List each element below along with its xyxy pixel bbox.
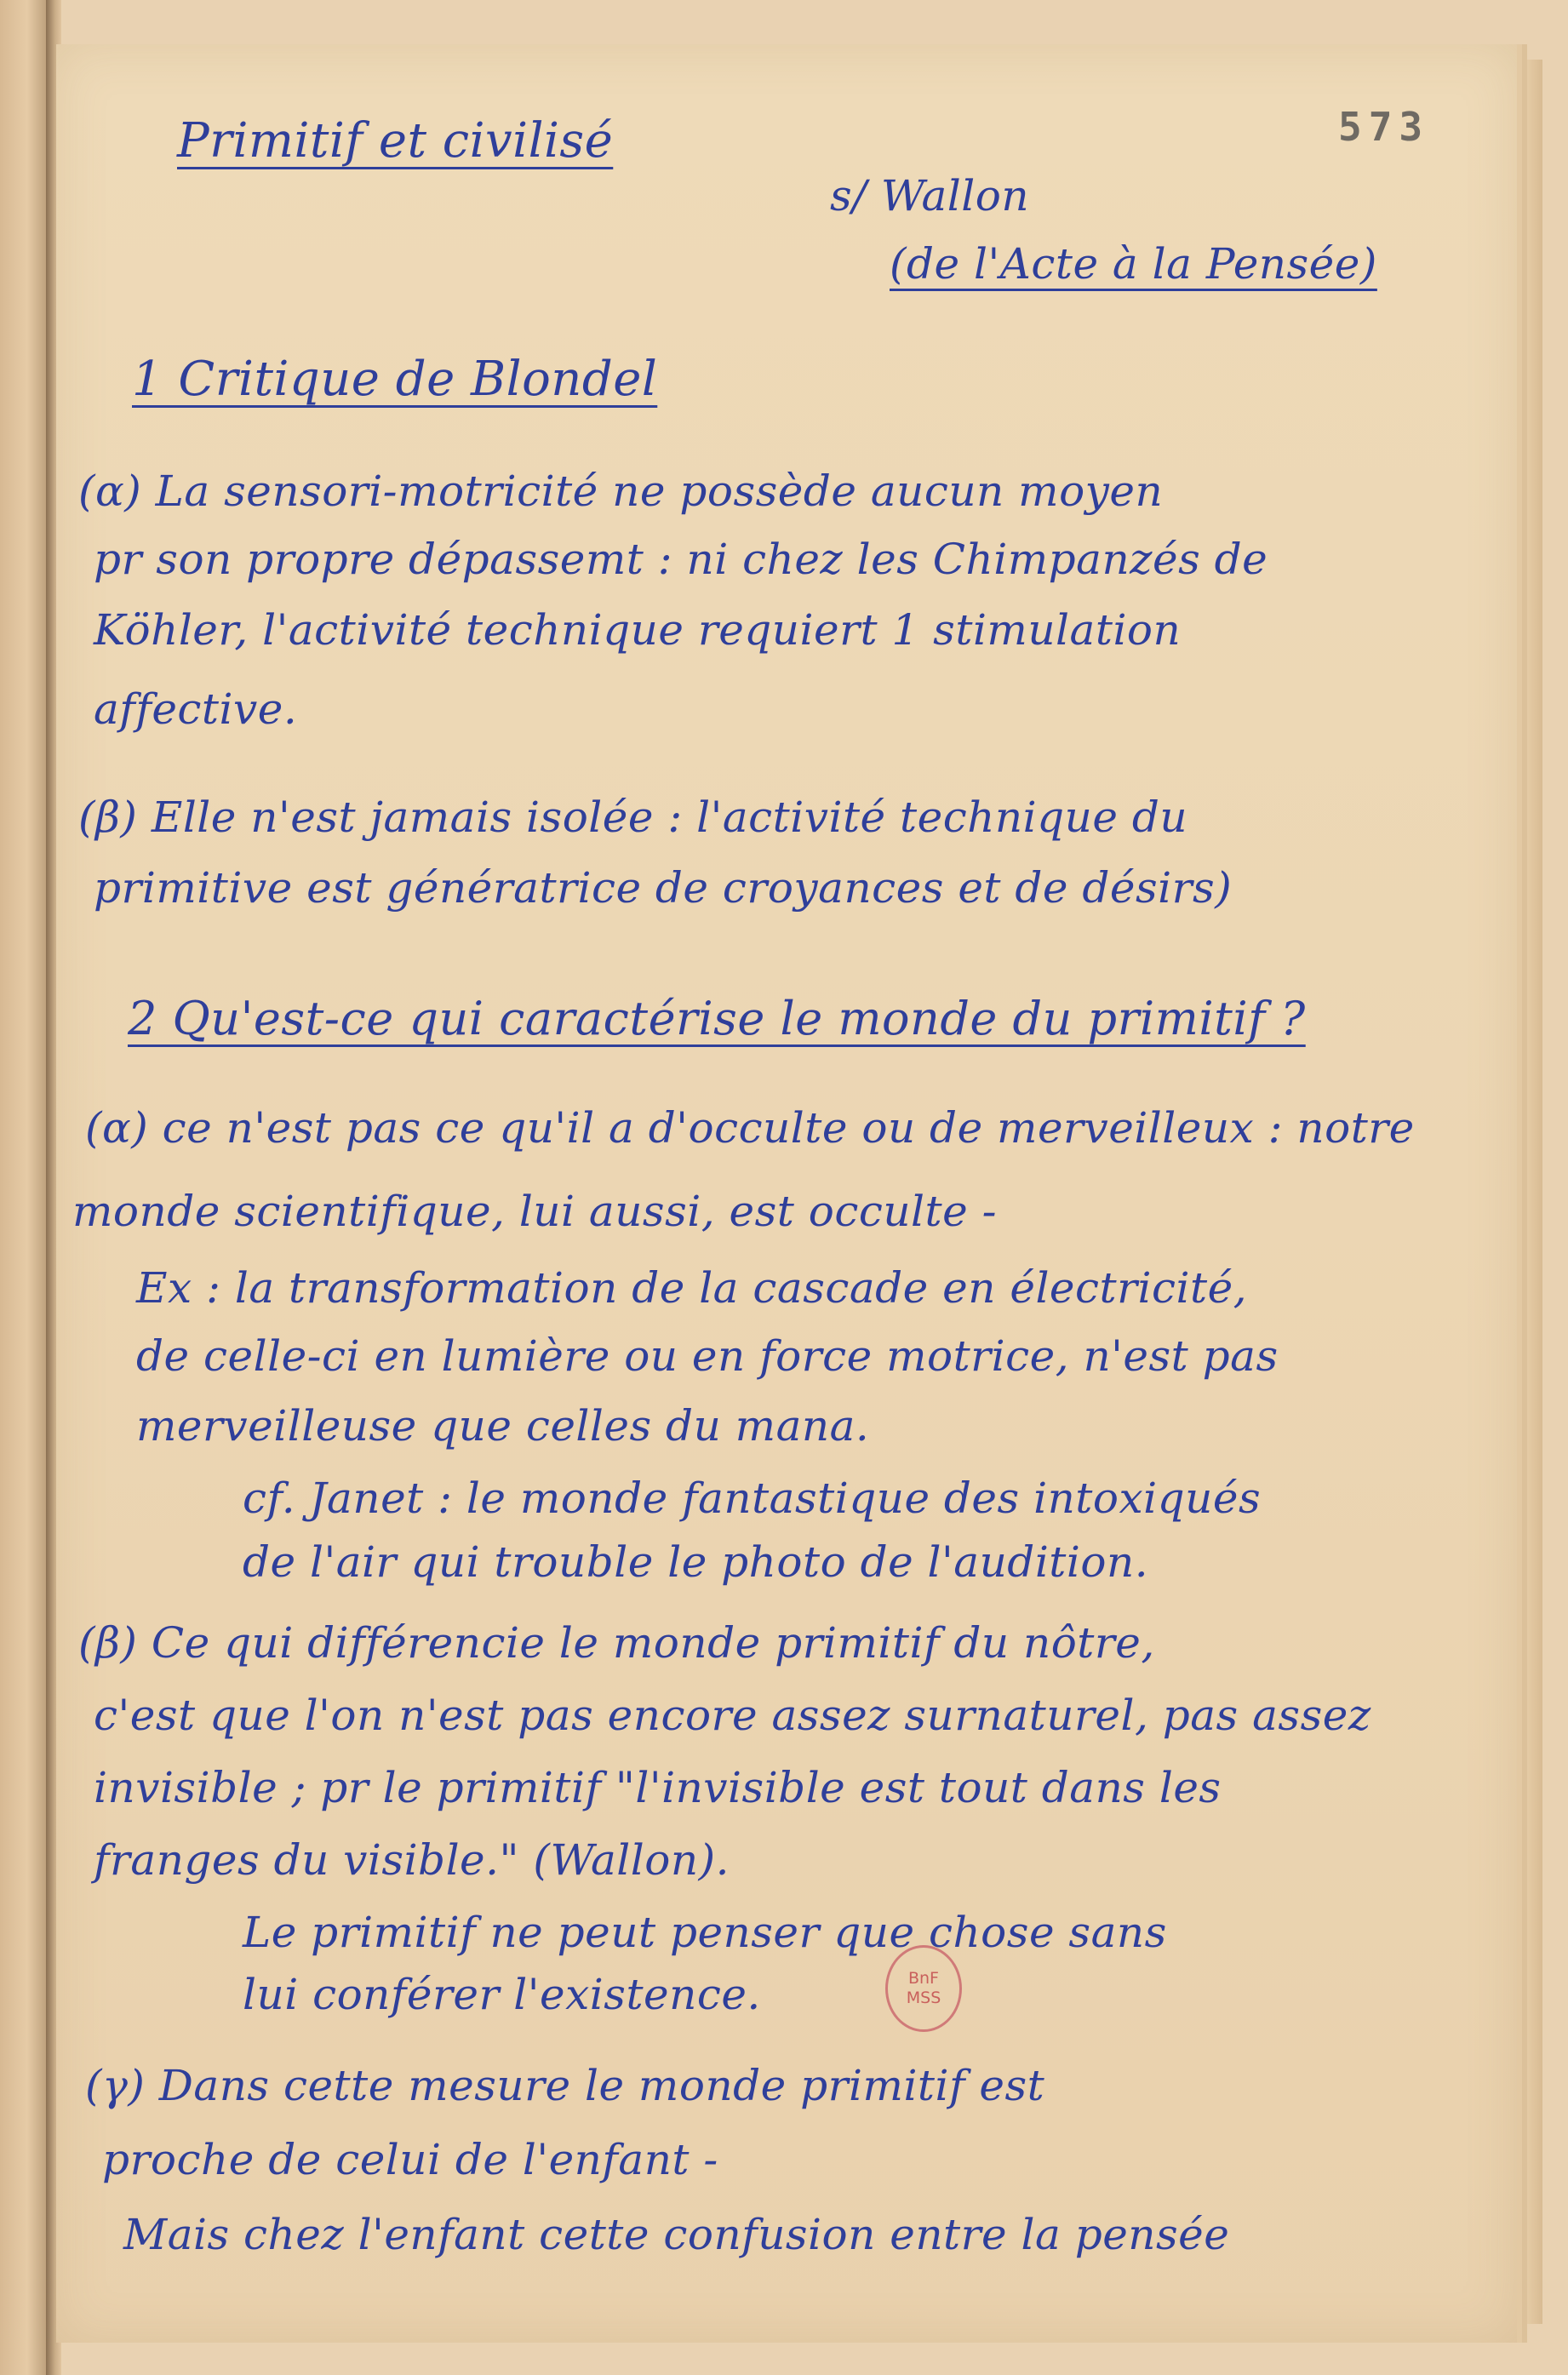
facing-page	[0, 0, 49, 2375]
text-line: Ex : la transformation de la cascade en électricité,	[136, 1263, 1248, 1313]
text-line: monde scientifique, lui aussi, est occulte -	[72, 1187, 998, 1236]
page-number: 573	[1338, 104, 1430, 150]
text-line: (α) ce n'est pas ce qu'il a d'occulte ou de merveilleux : notre	[85, 1103, 1415, 1153]
text-line: Köhler, l'activité technique requiert 1 stimulation	[94, 605, 1182, 655]
text-line: pr son propre dépassemt : ni chez les Chimpanzés de	[94, 535, 1268, 584]
reference-author: s/ Wallon	[830, 171, 1030, 220]
text-line: affective.	[94, 684, 298, 734]
stamp-line-1: BnF	[907, 1969, 939, 1989]
page-stack-edge	[1527, 60, 1542, 2324]
text-line: franges du visible." (Wallon).	[94, 1835, 730, 1885]
text-line: Le primitif ne peut penser que chose sans	[243, 1908, 1167, 1957]
text-line: proche de celui de l'enfant -	[102, 2135, 718, 2184]
text-line: invisible ; pr le primitif "l'invisible est tout dans les	[94, 1763, 1222, 1812]
text-line: de celle-ci en lumière ou en force motrice, n'est pas	[136, 1331, 1279, 1381]
text-line: de l'air qui trouble le photo de l'audition.	[243, 1537, 1149, 1587]
text-line: merveilleuse que celles du mana.	[136, 1401, 870, 1451]
section-heading-2: 2 Qu'est-ce qui caractérise le monde du primitif ?	[128, 992, 1306, 1045]
page-title: Primitif et civilisé	[177, 113, 614, 169]
text-line: (α) La sensori-motricité ne possède aucun moyen	[78, 466, 1164, 516]
section-heading-1: 1 Critique de Blondel	[132, 352, 658, 407]
text-line: (γ) Dans cette mesure le monde primitif est	[85, 2061, 1045, 2110]
text-line: primitive est génératrice de croyances et de désirs)	[94, 863, 1233, 913]
text-line: Mais chez l'enfant cette confusion entre la pensée	[123, 2210, 1230, 2259]
text-line: lui conférer l'existence.	[243, 1970, 761, 2019]
text-line: (β) Ce qui différencie le monde primitif du nôtre,	[78, 1618, 1155, 1668]
stamp-line-2: MSS	[906, 1989, 941, 2007]
text-line: cf. Janet : le monde fantastique des intoxiqués	[243, 1474, 1262, 1523]
bnf-library-stamp	[885, 1945, 962, 2032]
text-line: c'est que l'on n'est pas encore assez surnaturel, pas assez	[94, 1691, 1371, 1740]
text-line: (β) Elle n'est jamais isolée : l'activité technique du	[78, 793, 1188, 842]
reference-work: (de l'Acte à la Pensée)	[890, 239, 1377, 289]
